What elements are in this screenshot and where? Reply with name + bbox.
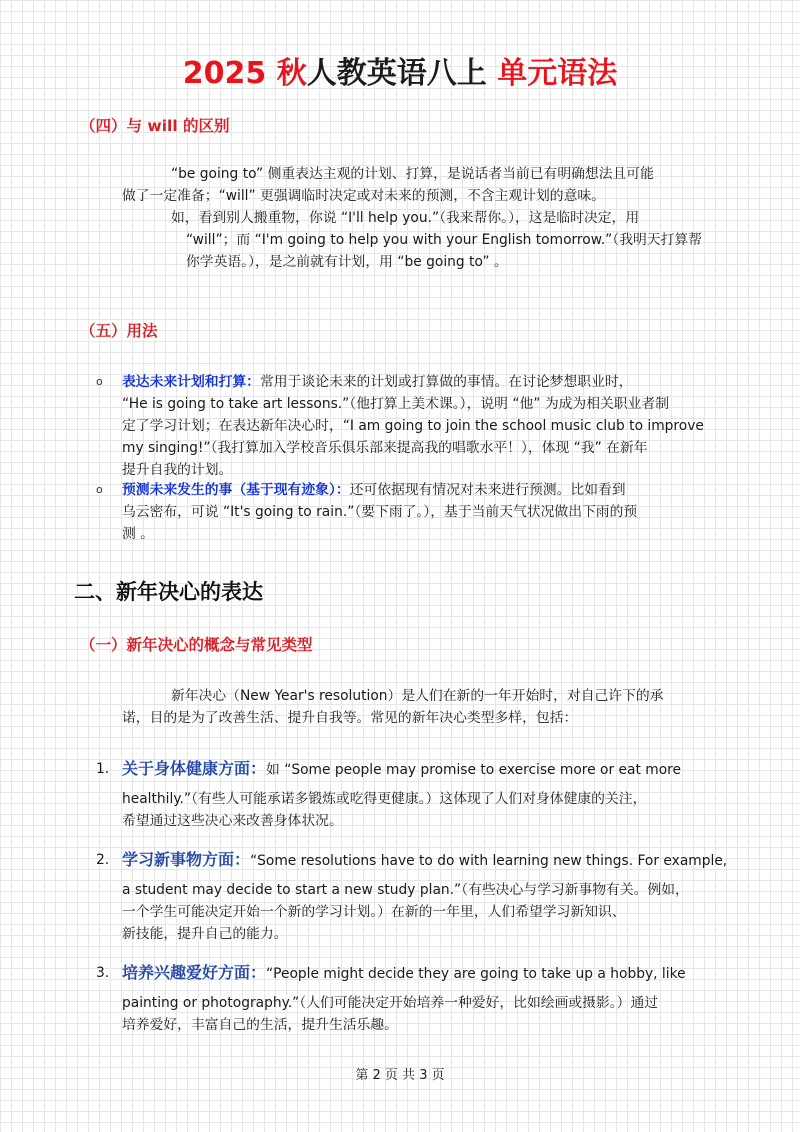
intro-line: 新年决心（New Year's resolution）是人们在新的一年开始时，对自己许下的承 [171,688,664,704]
list-number: 3. [96,965,110,981]
bullet-line: 乌云密布，可说 “It's going to rain.”（要下雨了。），基于当前天气状况做出下雨的预 [122,504,638,520]
section-heading-concept-types: （一）新年决心的概念与常见类型 [80,636,313,654]
para-line: 你学英语。），是之前就有计划，用 “be going to” 。 [186,254,508,270]
list-item-label: 培养兴趣爱好方面： [122,963,267,982]
para-line: “be going to” 侧重表达主观的计划、打算，是说话者当前已有明确想法且可能 [171,166,654,182]
bullet-marker: o [96,375,103,388]
list-item-hobby [122,959,686,988]
section-heading-will-difference: （四）与 will 的区别 [80,117,230,135]
bullet-text: 常用于谈论未来的计划或打算做的事情。在讨论梦想职业时， [259,374,633,390]
list-number: 2. [96,852,110,868]
para-line: 如，看到别人搬重物，你说 “I'll help you.”（我来帮你。），这是临时决定，用 [171,210,640,226]
page-number: 第 2 页 共 3 页 [355,1068,445,1083]
list-line: 一个学生可能决定开始一个新的学习计划。）在新的一年里，人们希望学习新知识、 [122,904,626,920]
list-line: painting or photography.”（人们可能决定开始培养一种爱好，比如绘画或摄影。）通过 [122,995,659,1011]
list-line: a student may decide to start a new study plan.”（有些决心与学习新事物有关。例如， [122,882,689,898]
list-item-health [122,755,681,784]
part-heading-new-year-resolution: 二、新年决心的表达 [74,580,263,604]
section-heading-usage: （五）用法 [80,322,158,340]
list-item-label: 学习新事物方面： [122,850,251,869]
list-line: 希望通过这些决心来改善身体状况。 [122,813,343,829]
bullet-item-prediction [122,479,626,501]
list-item-text: “Some resolutions have to do with learning new things. For example, [250,853,728,869]
list-item-learning [122,846,727,875]
list-item-text: 如 “Some people may promise to exercise more or eat more [266,762,682,778]
list-number: 1. [96,761,110,777]
bullet-line: 提升自我的计划。 [122,462,233,478]
list-item-text: “People might decide they are going to take up a hobby, like [266,966,686,982]
list-line: 新技能，提升自己的能力。 [122,926,288,942]
para-line: “will”；而 “I'm going to help you with your English tomorrow.”（我明天打算帮 [186,232,702,248]
bullet-marker: o [96,483,103,496]
intro-line: 诺，目的是为了改善生活、提升自我等。常见的新年决心类型多样，包括： [122,710,578,726]
bullet-label: 预测未来发生的事（基于现有迹象）： [122,482,350,498]
bullet-label: 表达未来计划和打算： [122,374,260,390]
bullet-item-plans [122,371,632,393]
bullet-text: 还可依据现有情况对未来进行预测。比如看到 [349,482,626,498]
list-line: healthily.”（有些人可能承诺多锻炼或吃得更健康。）这体现了人们对身体健康的关注， [122,791,647,807]
title-course: 人教英语八上 [306,56,498,91]
page-title [0,52,800,96]
bullet-line: “He is going to take art lessons.”（他打算上美术课。），说明 “他” 为成为相关职业者制 [122,396,669,412]
list-item-label: 关于身体健康方面： [122,759,267,778]
title-topic: 单元语法 [497,56,618,91]
bullet-line: 定了学习计划；在表达新年决心时，“I am going to join the school music club to improve [122,418,704,434]
bullet-line: my singing!”（我打算加入学校音乐俱乐部来提高我的唱歌水平！），体现 “我” 在新年 [122,440,648,456]
bullet-line: 测 。 [122,526,154,542]
list-line: 培养爱好，丰富自己的生活，提升生活乐趣。 [122,1017,398,1033]
para-line: 做了一定准备；“will” 更强调临时决定或对未来的预测，不含主观计划的意味。 [122,188,605,204]
title-year: 2025 秋 [182,56,307,91]
